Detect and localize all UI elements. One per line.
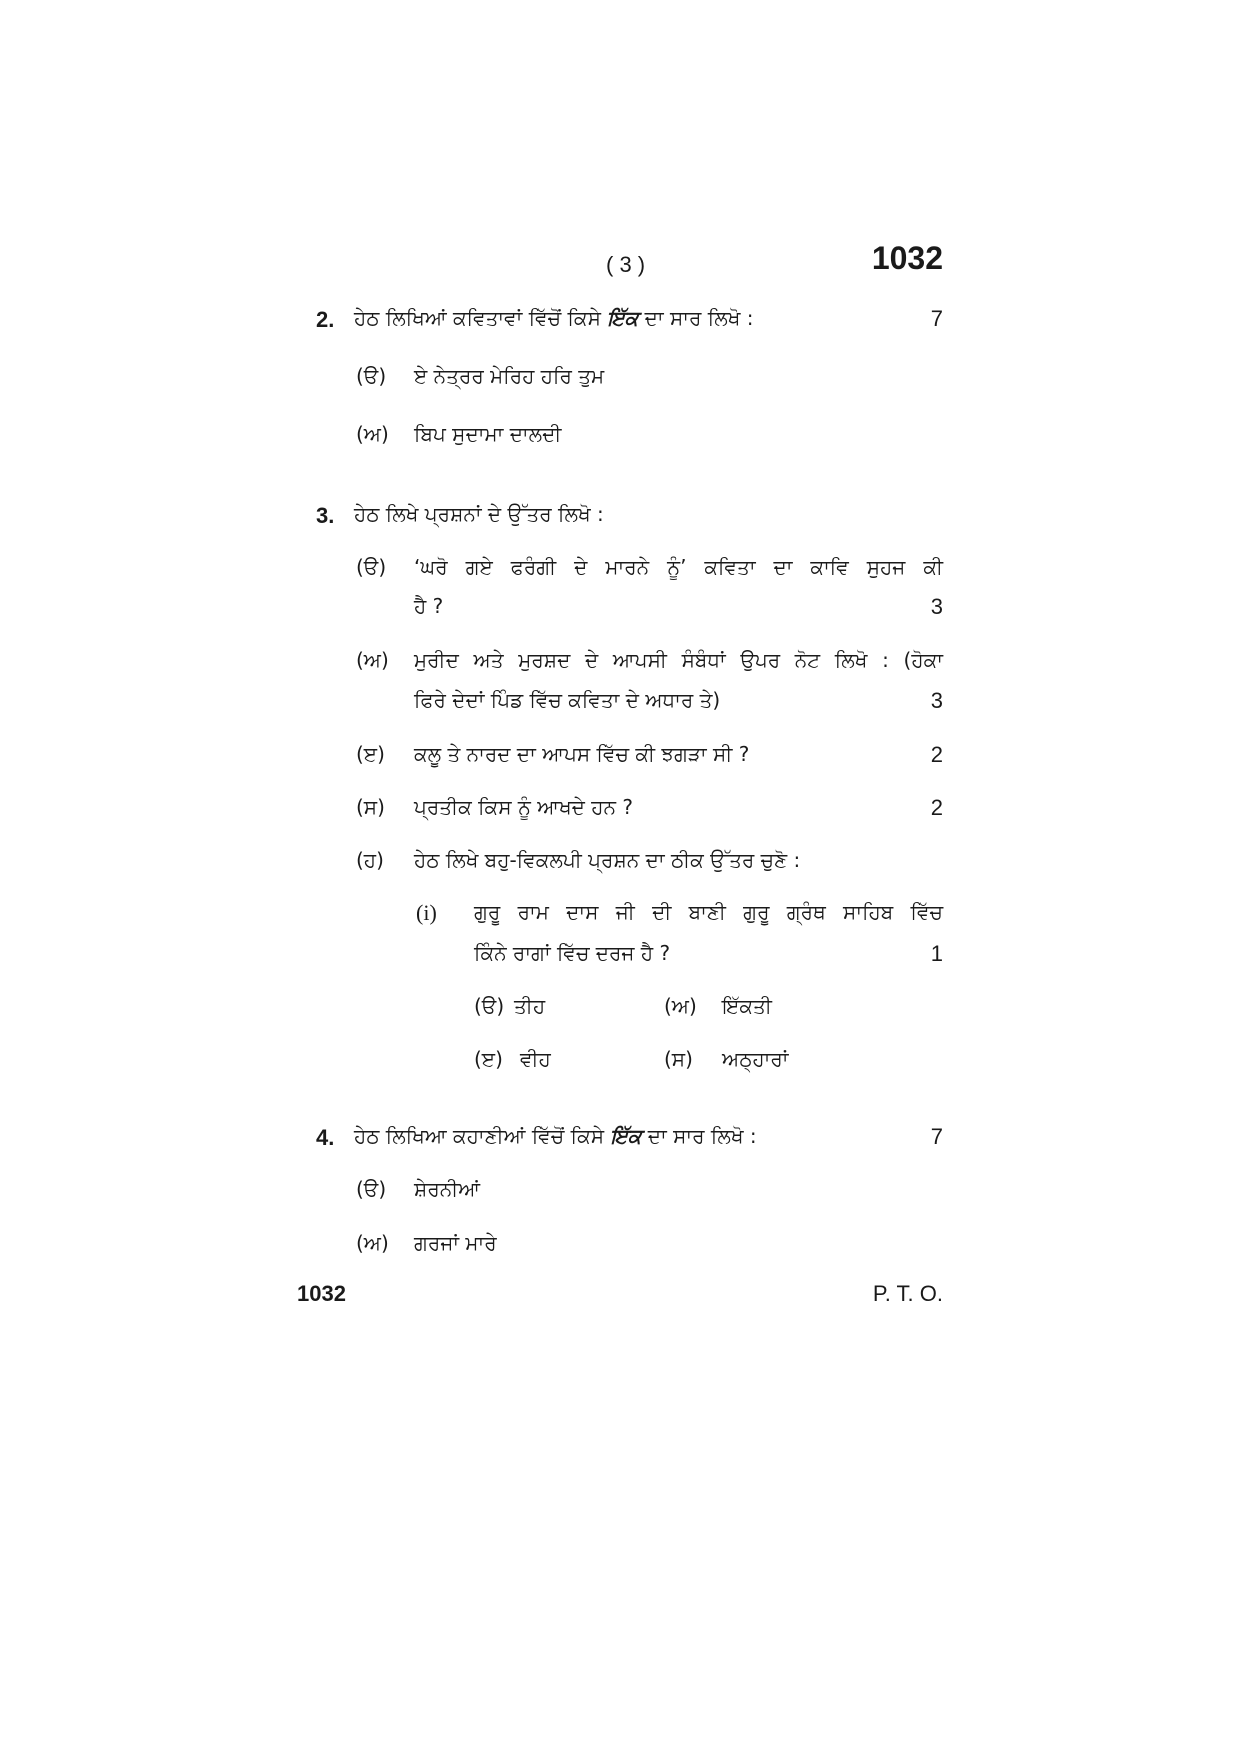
q3-part-d-label: (ਸ) xyxy=(356,795,385,819)
q3-part-d-text: ਪ੍ਰਤੀਕ ਕਿਸ ਨੂੰ ਆਖਦੇ ਹਨ ? xyxy=(414,795,634,819)
q4-option-a-label: (ੳ) xyxy=(356,1177,387,1201)
mcq-marks: 1 xyxy=(930,941,943,966)
q3-part-a-label: (ੳ) xyxy=(356,555,387,579)
question-4-marks: 7 xyxy=(930,1124,943,1149)
question-2-text-after: ਦਾ ਸਾਰ ਲਿਖੋ : xyxy=(638,306,754,330)
q3-part-a-line1: ‘ਘਰੋ ਗਏ ਫਰੰਗੀ ਦੇ ਮਾਰਨੇ ਨੂੰ’ ਕਵਿਤਾ ਦਾ ਕਾਵਿ ਸੁਹਜ ਕੀ xyxy=(414,555,943,579)
q2-option-b-label: (ਅ) xyxy=(356,422,389,446)
question-4-emphasis: ਇੱਕ xyxy=(610,1124,642,1148)
question-2-emphasis: ਇੱਕ xyxy=(607,306,639,330)
question-2-number: 2. xyxy=(316,307,335,332)
q2-option-b-text: ਬਿਪ ਸੁਦਾਮਾ ਦਾਲਦੀ xyxy=(414,422,562,446)
mcq-choice-a-label: (ੳ) xyxy=(474,994,505,1018)
page-number: ( 3 ) xyxy=(606,252,646,277)
q3-part-e-label: (ਹ) xyxy=(356,848,384,872)
q2-option-a-text: ਏ ਨੇਤ੍ਰਰ ਮੇਰਿਹ ਹਰਿ ਤੁਮ xyxy=(414,364,605,388)
question-4-number: 4. xyxy=(316,1125,335,1150)
q3-part-e-text: ਹੇਠ ਲਿਖੇ ਬਹੁ-ਵਿਕਲਪੀ ਪ੍ਰਸ਼ਨ ਦਾ ਠੀਕ ਉੱਤਰ ਚੁਣੋ : xyxy=(414,848,801,872)
question-3-text: ਹੇਠ ਲਿਖੇ ਪ੍ਰਸ਼ਨਾਂ ਦੇ ਉੱਤਰ ਲਿਖੋ : xyxy=(354,502,604,526)
q4-option-b-text: ਗਰਜਾਂ ਮਾਰੇ xyxy=(414,1231,497,1255)
q3-part-a-marks: 3 xyxy=(930,594,943,619)
mcq-choice-a-text: ਤੀਹ xyxy=(514,994,546,1018)
q3-part-c-text: ਕਲੂ ਤੇ ਨਾਰਦ ਦਾ ਆਪਸ ਵਿੱਚ ਕੀ ਝਗੜਾ ਸੀ ? xyxy=(414,742,750,766)
q3-part-b-line1: ਮੁਰੀਦ ਅਤੇ ਮੁਰਸ਼ਦ ਦੇ ਆਪਸੀ ਸੰਬੰਧਾਂ ਉਪਰ ਨੋਟ ਲਿਖੋ : (ਹੋਕਾ xyxy=(414,648,943,672)
mcq-choice-c-text: ਵੀਹ xyxy=(520,1047,551,1071)
q3-part-b-marks: 3 xyxy=(930,688,943,713)
mcq-choice-c-label: (ੲ) xyxy=(474,1047,503,1071)
mcq-choice-d-label: (ਸ) xyxy=(664,1047,693,1071)
question-4-text-before: ਹੇਠ ਲਿਖਿਆ ਕਹਾਣੀਆਂ ਵਿੱਚੋਂ ਕਿਸੇ xyxy=(354,1124,611,1148)
mcq-choice-b-label: (ਅ) xyxy=(664,994,697,1018)
question-2-text-before: ਹੇਠ ਲਿਖਿਆਂ ਕਵਿਤਾਵਾਂ ਵਿੱਚੋਂ ਕਿਸੇ xyxy=(354,306,608,330)
q3-part-b-line2: ਫਿਰੇ ਦੇਦਾਂ ਪਿੰਡ ਵਿੱਚ ਕਵਿਤਾ ਦੇ ਅਧਾਰ ਤੇ) xyxy=(414,688,721,712)
pto-label: P. T. O. xyxy=(872,1281,943,1306)
q4-option-a-text: ਸ਼ੇਰਨੀਆਂ xyxy=(414,1177,481,1201)
question-4-text-after: ਦਾ ਸਾਰ ਲਿਖੋ : xyxy=(641,1124,757,1148)
q2-option-a-label: (ੳ) xyxy=(356,364,387,388)
q3-part-c-marks: 2 xyxy=(930,742,943,767)
mcq-choice-b-text: ਇੱਕਤੀ xyxy=(722,994,772,1018)
q4-option-b-label: (ਅ) xyxy=(356,1231,389,1255)
q3-part-d-marks: 2 xyxy=(930,795,943,820)
paper-code-footer: 1032 xyxy=(297,1281,346,1306)
q3-part-c-label: (ੲ) xyxy=(356,742,385,766)
mcq-choice-d-text: ਅਠ੍ਹਾਰਾਂ xyxy=(722,1047,789,1071)
paper-code-header: 1032 xyxy=(871,240,943,276)
question-2-text xyxy=(354,306,754,330)
question-2-marks: 7 xyxy=(930,306,943,331)
mcq-line2: ਕਿੰਨੇ ਰਾਗਾਂ ਵਿੱਚ ਦਰਜ ਹੈ ? xyxy=(474,941,671,965)
mcq-line1: ਗੁਰੂ ਰਾਮ ਦਾਸ ਜੀ ਦੀ ਬਾਣੀ ਗੁਰੂ ਗ੍ਰੰਥ ਸਾਹਿਬ ਵਿੱਚ xyxy=(474,900,943,924)
question-3-number: 3. xyxy=(316,503,335,528)
q3-part-a-line2: ਹੈ ? xyxy=(414,594,444,618)
q3-part-b-label: (ਅ) xyxy=(356,648,389,672)
question-4-text xyxy=(354,1124,757,1148)
mcq-label: (i) xyxy=(416,900,437,925)
